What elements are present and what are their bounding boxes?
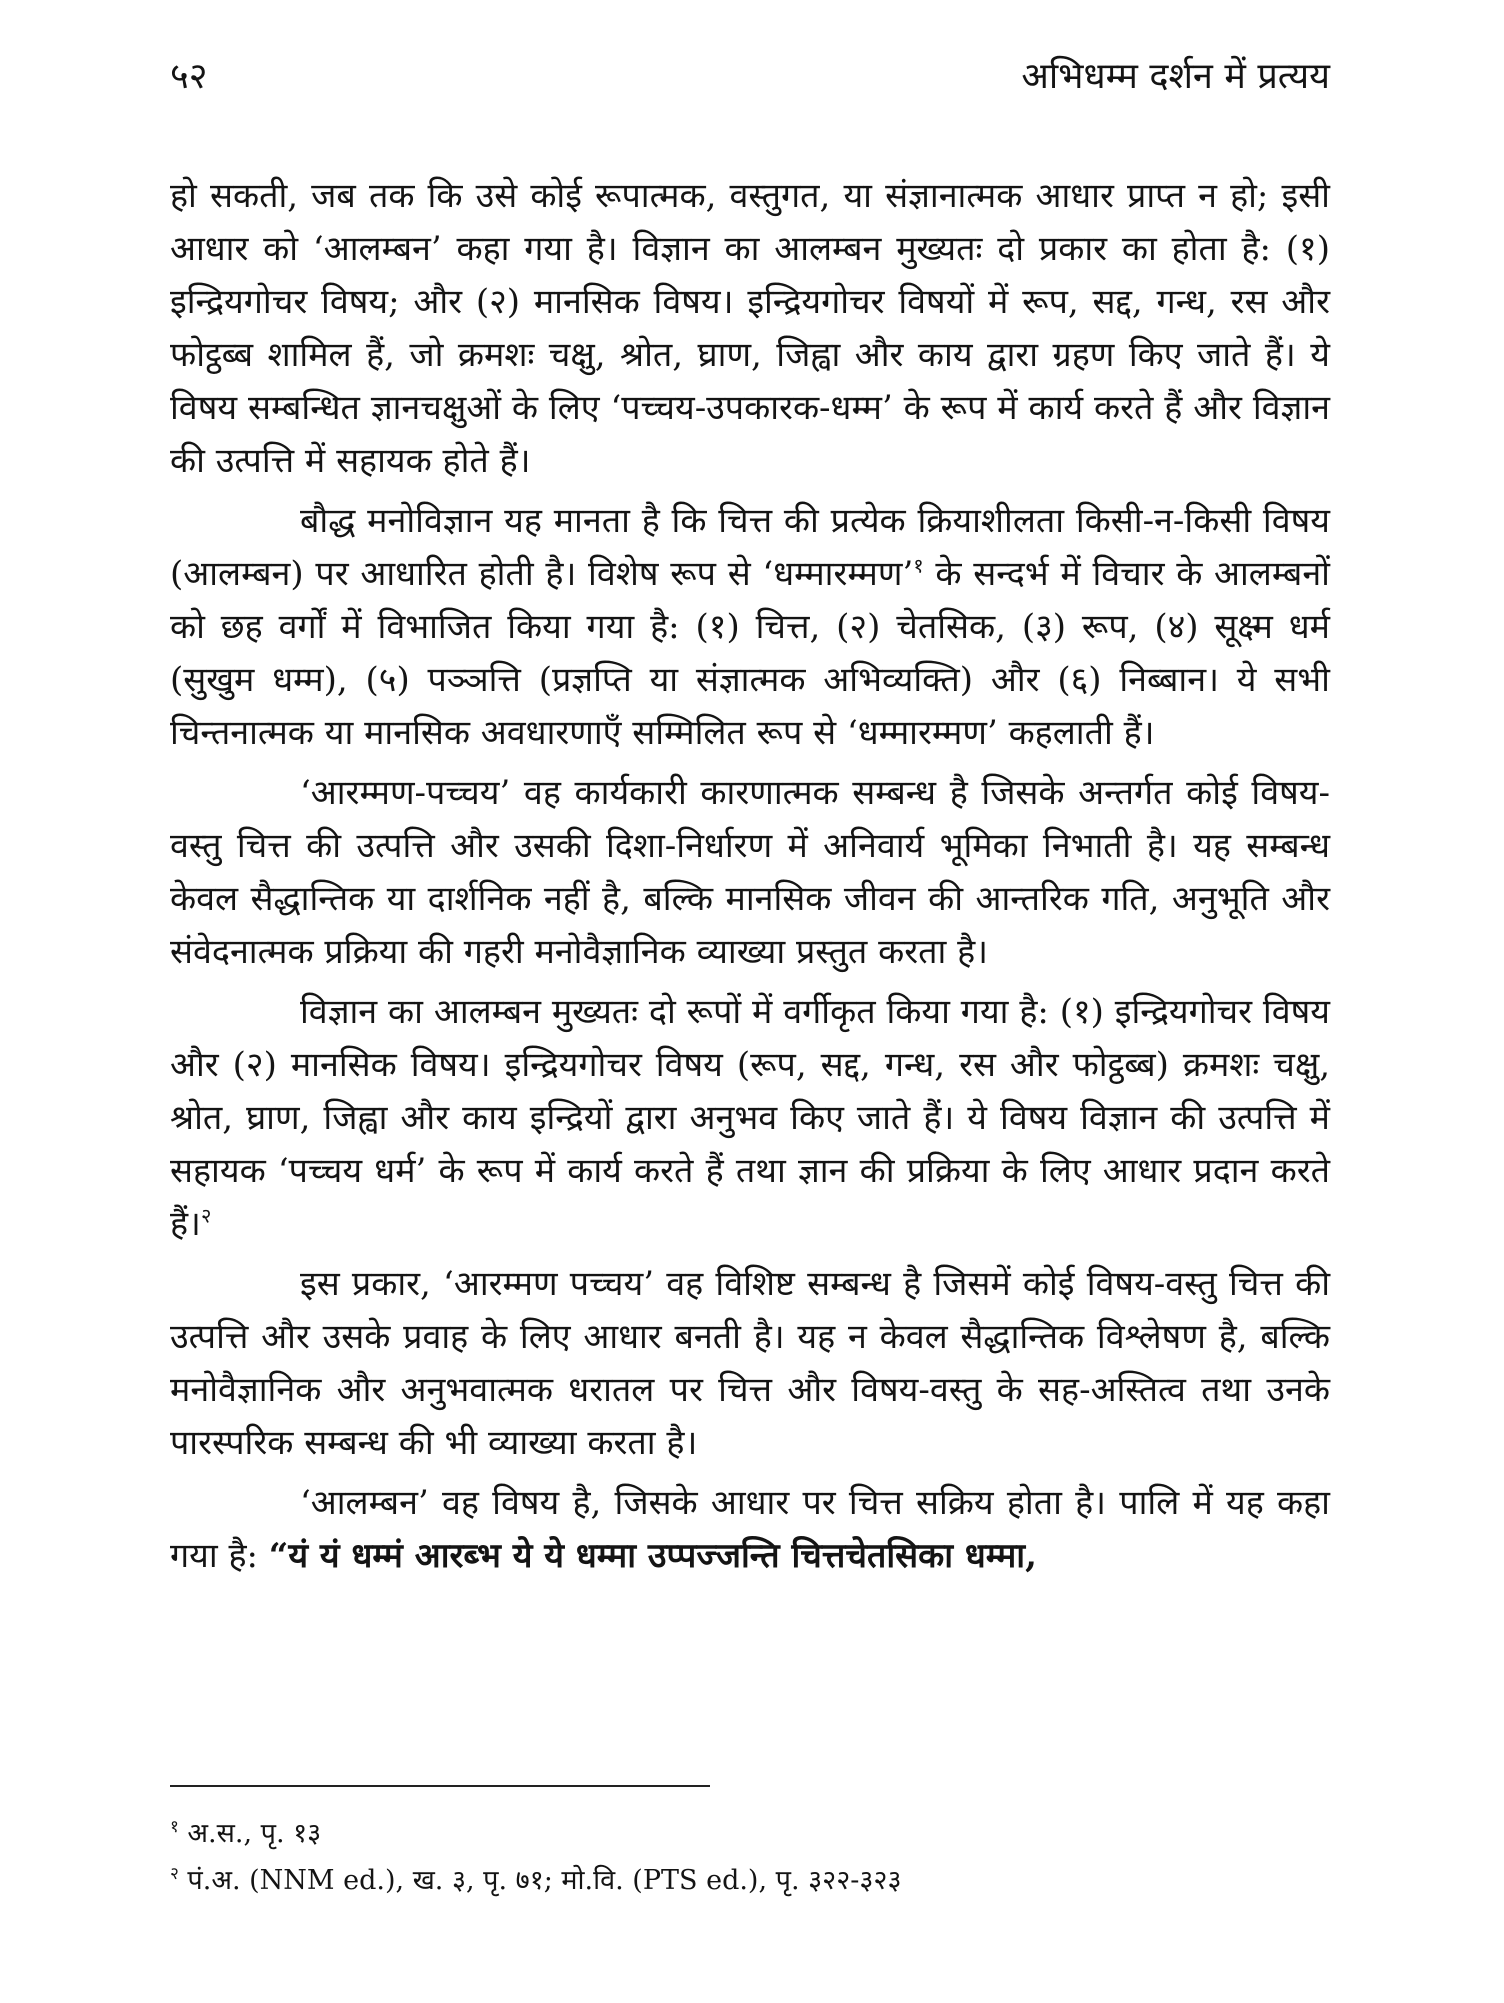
paragraph-3 [170, 767, 1330, 979]
footnote-mark: २ [170, 1864, 179, 1884]
footnotes [170, 1810, 1330, 1904]
paragraph-text: इस प्रकार, ‘आरम्मण पच्चय’ वह विशिष्ट सम्बन्ध है जिसमें कोई विषय-वस्तु चित्त की उत्पत्ति और उसके प्रवाह के लिए आधार बनती है। यह न केवल सैद्धान्तिक विश्लेषण है, बल्कि मनोवैज्ञानिक और अनुभवात्मक धरातल पर चित्त और विषय-वस्तु के सह-अस्तित्व तथा उनके पारस्परिक सम्बन्ध की भी व्याख्या करता है। [170, 1264, 1330, 1463]
running-head: अभिधम्म दर्शन में प्रत्यय [1021, 56, 1330, 97]
footnote-text: अ.स., पृ. १३ [178, 1818, 322, 1849]
book-page [170, 40, 1330, 1896]
footnote-mark: १ [170, 1817, 179, 1837]
page-header [170, 40, 1330, 120]
paragraph-text: विज्ञान का आलम्बन मुख्यतः दो रूपों में वर्गीकृत किया गया है: (१) इन्द्रियगोचर विषय और (२) मानसिक विषय। इन्द्रियगोचर विषय (रूप, सद्द, गन्ध, रस और फोट्ठब्ब) क्रमशः चक्षु, श्रोत, घ्राण, जिह्वा और काय इन्द्रियों द्वारा अनुभव किए जाते हैं। ये विषय विज्ञान की उत्पत्ति में सहायक ‘पच्चय धर्म’ के रूप में कार्य करते हैं तथा ज्ञान की प्रक्रिया के लिए आधार प्रदान करते हैं। [170, 992, 1330, 1244]
footnote-text: पं.अ. (NNM ed.), ख. ३, पृ. ७१; मो.वि. (PTS ed.), पृ. ३२२-३२३ [178, 1865, 902, 1896]
paragraph-4 [170, 986, 1330, 1251]
paragraph-text: हो सकती, जब तक कि उसे कोई रूपात्मक, वस्तुगत, या संज्ञानात्मक आधार प्राप्त न हो; इसी आधार को ‘आलम्बन’ कहा गया है। विज्ञान का आलम्बन मुख्यतः दो प्रकार का होता है: (१) इन्द्रियगोचर विषय; और (२) मानसिक विषय। इन्द्रियगोचर विषयों में रूप, सद्द, गन्ध, रस और फोट्ठब्ब शामिल हैं, जो क्रमशः चक्षु, श्रोत, घ्राण, जिह्वा और काय द्वारा ग्रहण किए जाते हैं। ये विषय सम्बन्धित ज्ञानचक्षुओं के लिए ‘पच्चय-उपकारक-धम्म’ के रूप में कार्य करते हैं और विज्ञान की उत्पत्ति में सहायक होते हैं। [170, 176, 1330, 481]
paragraph-5 [170, 1258, 1330, 1470]
paragraph-6 [170, 1477, 1330, 1583]
paragraph-text: बौद्ध मनोविज्ञान यह मानता है कि चित्त की प्रत्येक क्रियाशीलता किसी-न-किसी विषय (आलम्बन) पर आधारित होती है। विशेष रूप से ‘धम्मारम्मण’ [170, 501, 1330, 594]
page-number: ५२ [170, 56, 208, 97]
paragraph-1 [170, 170, 1330, 488]
body-text [170, 170, 1330, 1583]
footnote-1 [170, 1810, 1330, 1857]
footnote-ref-1[interactable]: १ [913, 553, 924, 578]
footnote-2 [170, 1857, 1330, 1904]
footnote-ref-2[interactable]: २ [200, 1203, 212, 1228]
footnote-divider [170, 1785, 710, 1787]
paragraph-text: के सन्दर्भ में विचार के आलम्बनों को छह वर्गों में विभाजित किया गया है: (१) चित्त, (२) चेतसिक, (३) रूप, (४) सूक्ष्म धर्म (सुखुम धम्म), (५) पञ्ञत्ति (प्रज्ञप्ति या संज्ञात्मक अभिव्यक्ति) और (६) निब्बान। ये सभी चिन्तनात्मक या मानसिक अवधारणाएँ सम्मिलित रूप से ‘धम्मारम्मण’ कहलाती हैं। [170, 554, 1330, 753]
paragraph-text: ‘आरम्मण-पच्चय’ वह कार्यकारी कारणात्मक सम्बन्ध है जिसके अन्तर्गत कोई विषय-वस्तु चित्त की उत्पत्ति और उसकी दिशा-निर्धारण में अनिवार्य भूमिका निभाती है। यह सम्बन्ध केवल सैद्धान्तिक या दार्शनिक नहीं है, बल्कि मानसिक जीवन की आन्तरिक गति, अनुभूति और संवेदनात्मक प्रक्रिया की गहरी मनोवैज्ञानिक व्याख्या प्रस्तुत करता है। [170, 773, 1330, 972]
pali-quote: “यं यं धम्मं आरब्भ ये ये धम्मा उप्पज्जन्ति चित्तचेतसिका धम्मा, [268, 1536, 1037, 1576]
paragraph-text: ‘आलम्बन’ वह विषय है, जिसके आधार पर चित्त सक्रिय होता है। पालि में यह कहा गया है: [170, 1483, 1330, 1576]
paragraph-2 [170, 495, 1330, 760]
